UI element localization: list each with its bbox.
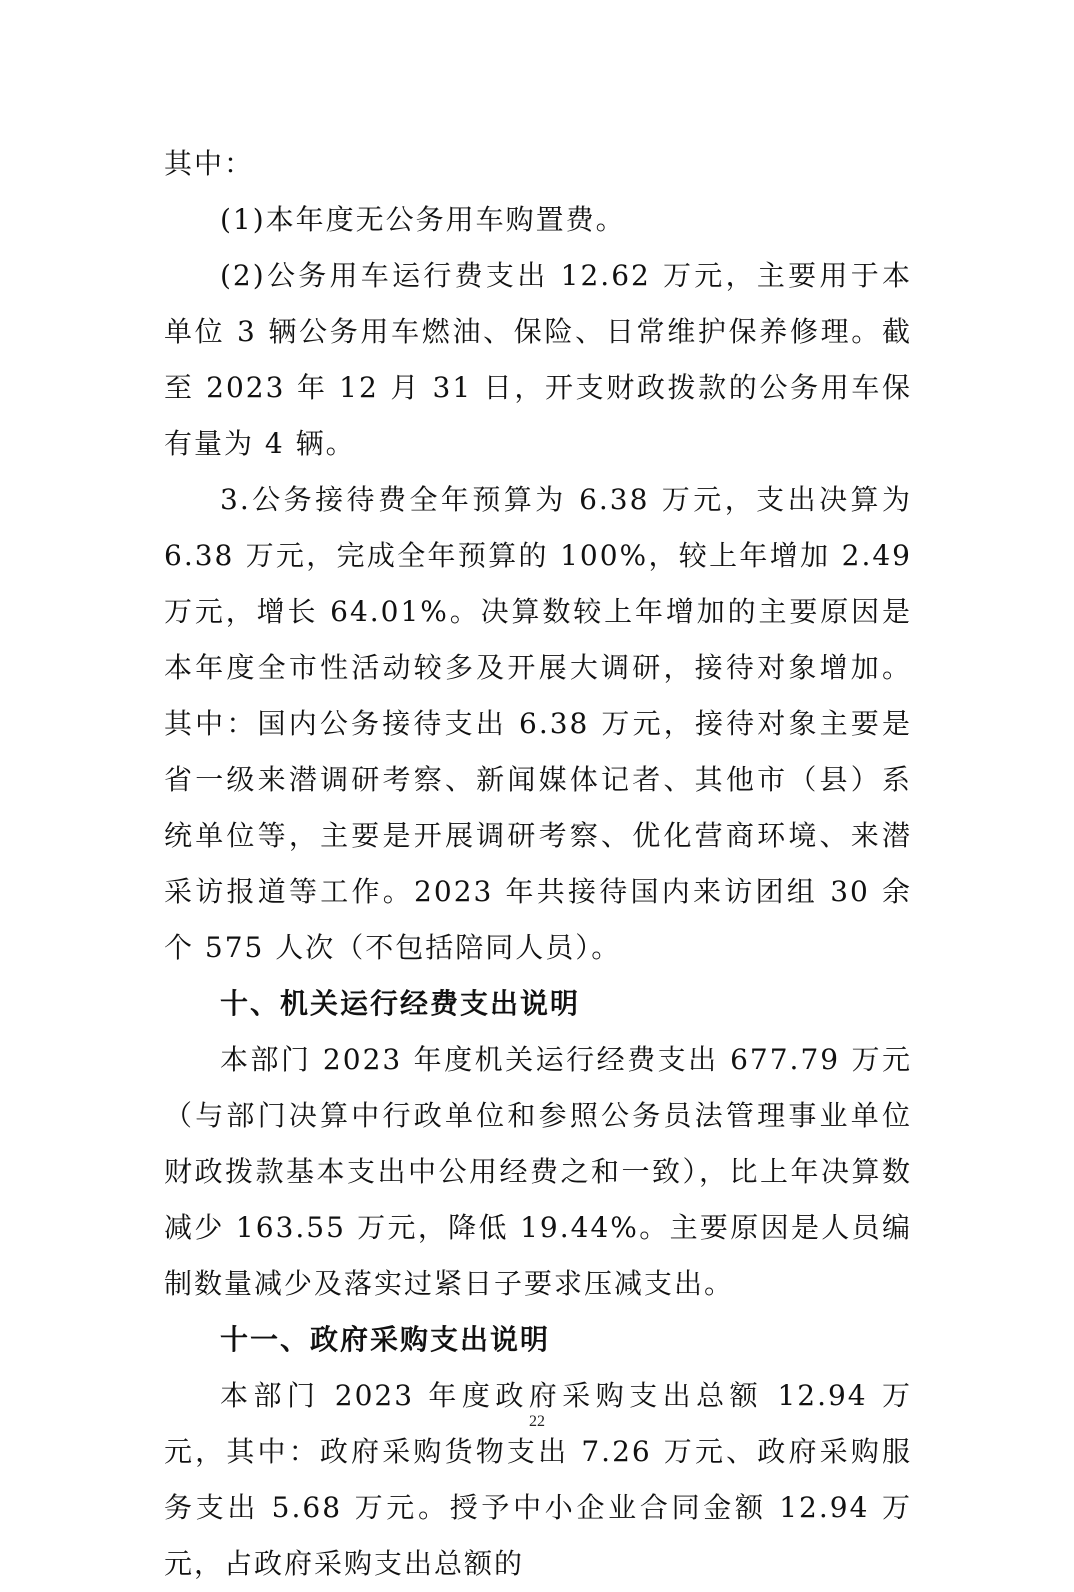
paragraph-vehicle-purchase: (1)本年度无公务用车购置费。 — [220, 203, 626, 236]
section-heading-operating-expenses: 十、机关运行经费支出说明 — [220, 987, 581, 1020]
paragraph-vehicle-operation: (2)公务用车运行费支出 12.62 万元，主要用于本单位 3 辆公务用车燃油、保险、日常维护保养修理。截至 2023 年 12 月 31 日，开支财政拨款的公务用车保有量为 4 辆。 — [164, 259, 912, 460]
page-number: 22 — [529, 1413, 545, 1430]
paragraph-reception-fee: 3.公务接待费全年预算为 6.38 万元，支出决算为 6.38 万元，完成全年预算的 100%，较上年增加 2.49 万元，增长 64.01%。决算数较上年增加的主要原因是本年度全市性活动较多及开展大调研，接待对象增加。其中：国内公务接待支出 6.38 万元，接待对象主要是省一级来潜调研考察、新闻媒体记者、其他市（县）系统单位等，主要是开展调研考察、优化营商环境、来潜采访报道等工作。2023 年共接待国内来访团组 30 余个 575 人次（不包括陪同人员）。 — [164, 483, 912, 964]
paragraph-operating-expenses: 本部门 2023 年度机关运行经费支出 677.79 万元（与部门决算中行政单位和参照公务员法管理事业单位财政拨款基本支出中公用经费之和一致），比上年决算数减少 163.55 万元，降低 19.44%。主要原因是人员编制数量减少及落实过紧日子要求压减支出。 — [164, 1043, 912, 1300]
paragraph-intro: 其中： — [164, 147, 255, 180]
paragraph-procurement: 本部门 2023 年度政府采购支出总额 12.94 万元，其中：政府采购货物支出 7.26 万元、政府采购服务支出 5.68 万元。授予中小企业合同金额 12.94 万元，占政府采购支出总额的 — [164, 1379, 912, 1580]
document-body — [164, 136, 912, 1592]
section-heading-procurement: 十一、政府采购支出说明 — [220, 1323, 551, 1356]
